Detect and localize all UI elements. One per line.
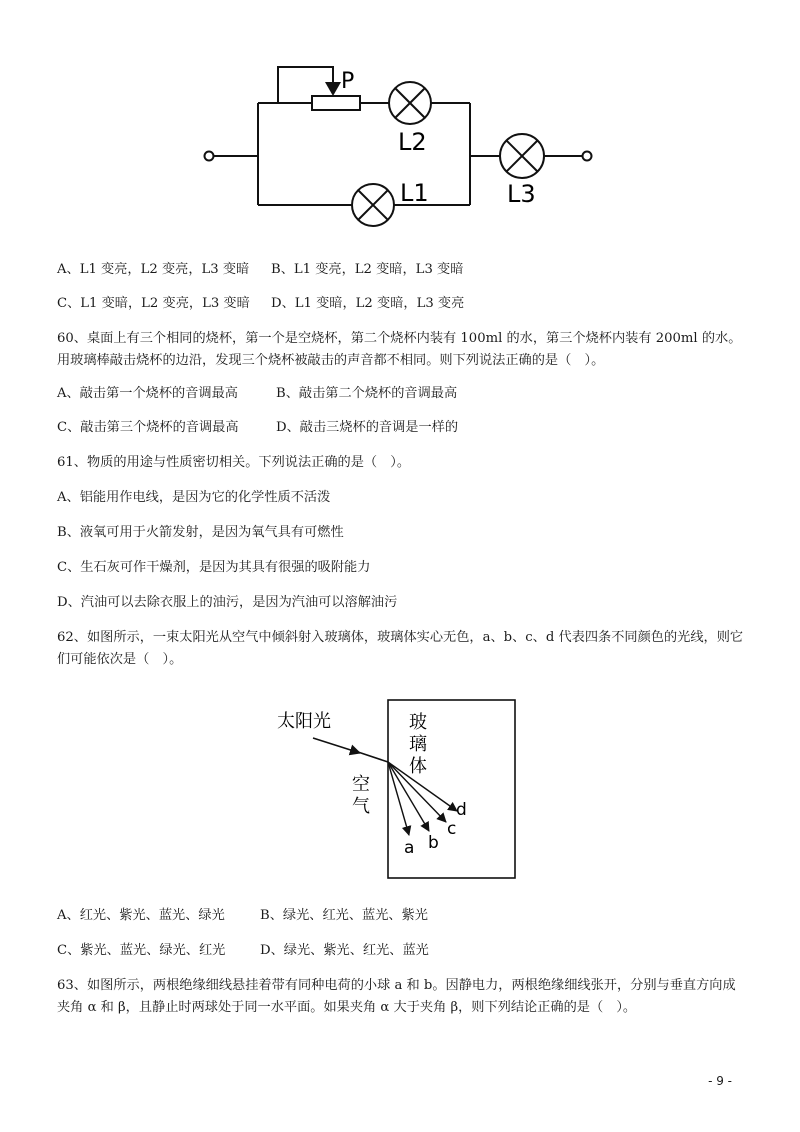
q60-option-a: A、敲击第一个烧杯的音调最高 [57, 386, 238, 401]
label-sunlight: 太阳光 [277, 711, 331, 732]
q60-option-d: D、敲击三烧杯的音调是一样的 [276, 420, 459, 435]
q59-option-c: C、L1 变暗，L2 变亮，L3 变暗 [57, 296, 250, 311]
label-ray-c: c [447, 819, 457, 839]
q62-option-b: B、绿光、红光、蓝光、紫光 [260, 908, 428, 923]
label-p: P [341, 69, 355, 94]
label-l1: L1 [400, 179, 429, 207]
label-l2: L2 [398, 128, 427, 156]
q59-option-a: A、L1 变亮，L2 变亮，L3 变暗 [57, 262, 250, 277]
label-air-2: 气 [352, 796, 370, 817]
q61-option-d: D、汽油可以去除衣服上的油污，是因为汽油可以溶解油污 [57, 595, 398, 610]
label-air-1: 空 [352, 774, 370, 795]
q62-option-c: C、紫光、蓝光、绿光、红光 [57, 943, 226, 958]
q62-stem: 62、如图所示，一束太阳光从空气中倾斜射入玻璃体，玻璃体实心无色，a、b、c、d 代表四条不同颜色的光线，则它们可能依次是（ ）。 [57, 630, 744, 667]
label-ray-b: b [428, 833, 439, 853]
label-l3: L3 [507, 180, 536, 208]
page-number: - 9 - [708, 1074, 732, 1088]
label-ray-a: a [404, 838, 415, 858]
label-glass-1: 玻 [409, 712, 427, 733]
label-glass-3: 体 [409, 756, 427, 777]
q61-option-b: B、液氧可用于火箭发射，是因为氧气具有可燃性 [57, 525, 344, 540]
q62-option-a: A、红光、紫光、蓝光、绿光 [57, 908, 225, 923]
q62-option-d: D、绿光、紫光、红光、蓝光 [260, 943, 429, 958]
q60-option-b: B、敲击第二个烧杯的音调最高 [276, 386, 458, 401]
q60-option-c: C、敲击第三个烧杯的音调最高 [57, 420, 239, 435]
q61-option-c: C、生石灰可作干燥剂，是因为其具有很强的吸附能力 [57, 560, 371, 575]
label-glass-2: 璃 [409, 734, 427, 755]
q59-option-b: B、L1 变亮，L2 变暗，L3 变暗 [271, 262, 464, 277]
refraction-diagram [0, 690, 800, 890]
q61-stem: 61、物质的用途与性质密切相关。下列说法正确的是（ ）。 [57, 455, 411, 470]
label-ray-d: d [456, 800, 467, 820]
q63-stem: 63、如图所示，两根绝缘细线悬挂着带有同种电荷的小球 a 和 b。因静电力，两根绝缘细线张开，分别与垂直方向成夹角 α 和 β，且静止时两球处于同一水平面。如果夹角 α 大于夹角 β，则下列结论正确的是（ ）。 [57, 978, 736, 1015]
q60-stem: 60、桌面上有三个相同的烧杯，第一个是空烧杯，第二个烧杯内装有 100ml 的水，第三个烧杯内装有 200ml 的水。用玻璃棒敲击烧杯的边沿，发现三个烧杯被敲击的声音都不相同。则下列说法正确的是（ ）。 [57, 331, 742, 368]
circuit-diagram [0, 0, 800, 240]
q61-option-a: A、铝能用作电线，是因为它的化学性质不活泼 [57, 490, 331, 505]
q59-option-d: D、L1 变暗，L2 变暗，L3 变亮 [271, 296, 465, 311]
